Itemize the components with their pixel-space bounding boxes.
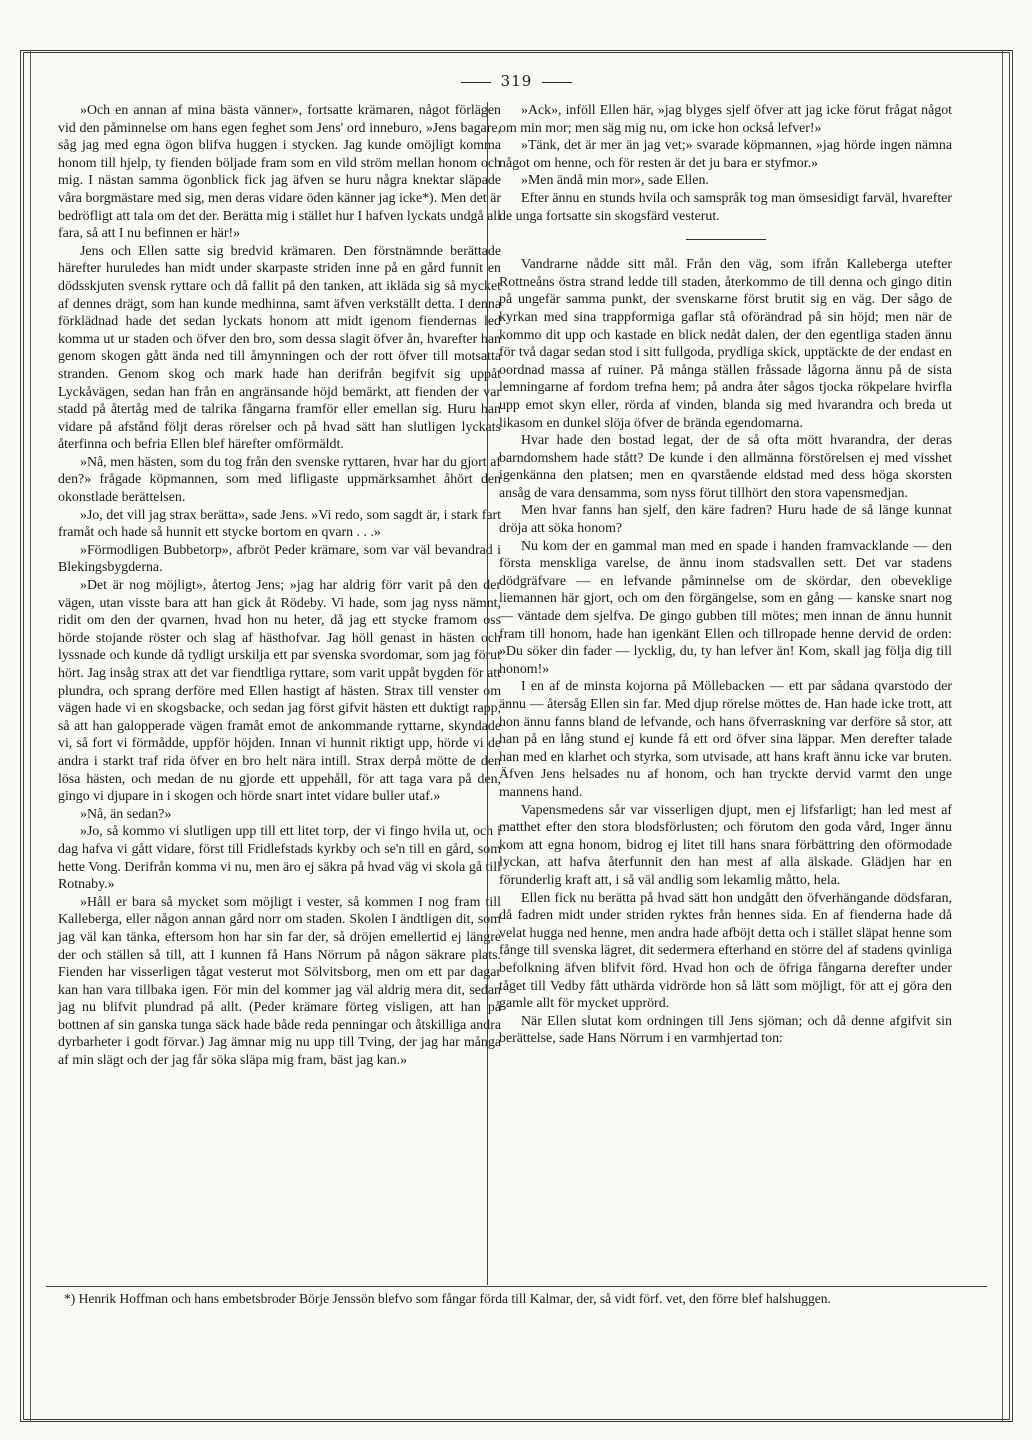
paragraph: När Ellen slutat kom ordningen till Jens sjöman; och då denne afgifvit sin berättelse, sade Hans Nörrum i en varmhjertad ton:	[499, 1013, 952, 1047]
section-separator	[686, 239, 766, 240]
paragraph: »Ack», inföll Ellen här, »jag blyges sjelf öfver att jag icke förut frågat något om min mor; men säg mig nu, om icke hon också lefver!»	[499, 103, 952, 136]
paragraph: »Nå, men hästen, som du tog från den svenske ryttaren, hvar har du gjort af den?» frågade köpmannen, som med lifligaste uppmärksamhet åhört den okonstlade berättelsen.	[58, 454, 501, 506]
paragraph: Vapensmedens sår var visserligen djupt, men ej lifsfarligt; han led mest af matthet efter den stora blodsförlusten; och förutom den goda vård, Inger ännu kom att egna honom, bidrog ej litet till hans snara förbättring den oförmodade lyckan, att hafva återfunnit den han mest af alla älskade. Glädjen har en förunderlig kraft att, i så väl andlig som lekamlig måtto, hela.	[499, 802, 952, 888]
paragraph: »Det är nog möjligt», återtog Jens; »jag har aldrig förr varit på den der vägen, utan visste bara att han gick åt Rödeby. Vi hade, som jag nyss nämnt, ridit om den der qvarnen, hvad hon nu heter, då jag ett stycke framom oss hörde stojande röster och slag af hästhofvar. Jag höll genast in hästen och lyssnade och kunde då tydligt urskilja ett par svenska svordomar, som jag förut hört. Jag insåg strax att det var fiendtliga ryttare, som varit uppåt bygden för att plundra, och sprang derföre med Ellen hastigt af hästen. Strax till venster om vägen hade vi en skogsbacke, och sedan jag först gifvit hästen ett duktigt rapp, så att han galopperade vägen framåt emot de ankommande ryttarne, skyndade vi, så fort vi förmådde, uppför höjden. Innan vi hunnit riktigt upp, hörde vi de andra i starkt traf rida öfver en bro helt nära intill. Strax derpå mötte de den lösa hästen, och medan de nu gjorde ett uppehåll, för att taga vara på den, gingo vi djupare in i skogen och hörde snart intet vidare buller utaf.»	[58, 578, 501, 805]
paragraph: Ellen fick nu berätta på hvad sätt hon undgått den öfverhängande dödsfaran, då fadren midt under striden ryktes från hennes sida. En af fienderna hade då velat hugga ned henne, men andra hade afböjt detta och i stället släpat henne som fånge till svenska lägret, dit sedermera efterhand en större del af stadens qvinliga befolkning äfven blifvit förd. Hvad hon och de öfriga fångarna derefter under tåget till Vedby fått uthärda vidrörde hon så lätt som möjligt, för att ej göra den gamle allt för mycket upprörd.	[499, 890, 952, 1012]
left-column	[58, 102, 501, 1070]
paragraph: Jens och Ellen satte sig bredvid krämaren. Den förstnämnde berättade härefter huruledes han midt under skarpaste striden inne på en gård funnit en dödsskjuten svensk ryttare och då fallit på den tanken, att ikläda sig så mycket af dennes drägt, som han kunde medhinna, samt äfven verkställt detta. I denna förklädnad hade det sedan lyckats honom att midt igenom fiendernas led komma ut ur staden och öfver den bro, som dessa slagit öfver ån, hvarefter han genom skogen gått ända ned till åmynningen och der rott öfver till motsatta stranden. Genom skog och mark hade han derifrån begifvit sig uppåt Lyckåvägen, sedan han från en angränsande höjd bemärkt, att fienden der var stadd på återtåg med de talrika fångarna framför eller emellan sig. Huru han vidare på afstånd följt deras rörelser och på hvad sätt han slutligen lyckats återfinna och befria Ellen blef härefter omförmäldt.	[58, 243, 501, 453]
footnote-rule	[46, 1286, 987, 1287]
paragraph: »Tänk, det är mer än jag vet;» svarade köpmannen, »jag hörde ingen nämna något om henne, och för resten är det ju bara er styfmor.»	[499, 138, 952, 171]
footnote: *) Henrik Hoffman och hans embetsbroder Börje Jenssön blefvo som fångar förda till Kalmar, der, så vidt förf. vet, den förre blef halshuggen.	[64, 1291, 831, 1306]
paragraph: »Nå, än sedan?»	[80, 806, 172, 822]
paragraph: »Jo, så kommo vi slutligen upp till ett litet torp, der vi fingo hvila ut, och i dag hafva vi gått vidare, först till Fridlefstads kyrkby och se'n till en gård, som hette Vong. Derifrån komma vi nu, men äro ej säkra på hvad väg vi skola gå till Rotnaby.»	[58, 824, 501, 893]
paragraph: Hvar hade den bostad legat, der de så ofta mött hvarandra, der deras barndomshem hade stått? De kunde i den allmänna förstörelsen ej med visshet igenkänna den platsen; men en qvarstående eldstad med dess höga skorsten ansåg de vara densamma, som nyss förut tillhört den stora vapensmedjan.	[499, 433, 952, 501]
paragraph: »Förmodligen Bubbetorp», afbröt Peder krämare, som var väl bevandrad i Blekingsbygderna.	[58, 542, 501, 576]
right-column	[499, 102, 952, 1048]
paragraph: Efter ännu en stunds hvila och samspråk tog man ömsesidigt farväl, hvarefter de unga fortsatte sin skogsfärd vesterut.	[499, 190, 952, 224]
column-divider	[487, 102, 488, 1285]
paragraph: Nu kom der en gammal man med en spade i handen framvacklande — den första menskliga varelse, de ännu inom stadsvallen sett. Det var stadens dödgräfvare — en lefvande påminnelse om de skördar, den obeveklige liemannen här gjort, och om den förgängelse, som en gång — kanske snart nog — väntade dem sjelfva. De gingo gubben till mötes; men innan de ännu hunnit fram till honom, hade han igenkänt Ellen och tillropade henne dervid de orden: »Du söker din fader — lycklig, du, ty han lefver än! Kom, skall jag följa dig till honom!»	[499, 538, 952, 677]
paragraph: Men hvar fanns han sjelf, den käre fadren? Huru hade de så länge kunnat dröja att söka honom?	[499, 503, 952, 537]
paragraph: »Håll er bara så mycket som möjligt i vester, så kommen I nog fram till Kalleberga, eller någon annan gård norr om staden. Skolen I ändtligen dit, som jag väl kan tänka, eftersom hon har sin far der, så dröjen emellertid ej längre der och ställen så till, att I kunnen få Hans Nörrum på någon säkrare plats. Fienden har visserligen tågat vesterut mot Sölvitsborg, men om ett par dagar kan han vara tillbaka igen. För min del kommer jag väl aldrig mera dit, sedan jag nu blifvit plundrad på allt. (Peder krämare förteg visligen, att han på bottnen af sin ganska tunga säck hade både reda penningar och åtskilliga andra dyrbarheter i godt förvar.) Jag ämnar mig nu upp till Tving, der jag har många af min slägt och der jag får söka släpa mig fram, bäst jag kan.»	[58, 894, 501, 1069]
paragraph: »Men ändå min mor», sade Ellen.	[521, 173, 709, 189]
paragraph: »Och en annan af mina bästa vänner», fortsatte krämaren, något förlägen vid den påminnelse om hans egen feghet som Jens' ord inneburo, »Jens bagare, såg jag med egna ögon blifva huggen i stycken. Jag kunde omöjligt komma honom till hjelp, ty fienden böljade fram som en vild ström mellan honom och mig. I nästan samma ögonblick fick jag äfven se huru några knektar släpade våra borgmästare med sig, men deras vidare öden känner jag icke*). Men det är bedröfligt att tala om det der. Berätta mig i stället hur I hafven lyckats undgå all fara, så att I nu befinnen er här!»	[58, 103, 501, 242]
paragraph: Vandrarne nådde sitt mål. Från den väg, som ifrån Kalleberga utefter Rottneåns östra strand ledde till staden, återkommo de till denna och gingo ditin på ungefär samma punkt, der svenskarne först brutit sig en väg. Der sågo de kyrkan med sina trappformiga gaflar stå oförändrad på sin höjd; men när de kommo dit upp och kastade en blick nedåt dalen, der den egentliga staden ännu för två dagar sedan stod i sitt fullgoda, prydliga skick, upptäckte de der endast en oordnad massa af ruiner. På många ställen fråssade lågorna ännu på de sista lemningarne af fordom trefna hem; på andra åter sågos tjocka rökpelare hvirfla upp emot skyn eller, rörda af vinden, blanda sig med hvarandra och breda ut likasom en dunkel slöja öfver de brända egendomarna.	[499, 257, 952, 431]
newspaper-page	[20, 50, 1013, 1422]
page-number: 319	[500, 72, 533, 90]
paragraph: I en af de minsta kojorna på Möllebacken — ett par sådana qvarstodo der ännu — återsåg Ellen sin far. Med djup rörelse möttes de. Han hade icke trott, att hon ännu fanns bland de lefvande, och hans öfverraskning var derföre så stor, att han på en lång stund ej kunde få ett ord öfver sina läppar. Men derefter talade han med en klarhet och styrka, som utvisade, att hans kraft ännu icke var bruten. Äfven Jens helsades nu af honom, och han tryckte dervid varmt den unge mannens hand.	[499, 679, 952, 800]
paragraph: »Jo, det vill jag strax berätta», sade Jens. »Vi redo, som sagdt är, i stark fart framåt och hade så hunnit ett stycke bortom en qvarn . . .»	[58, 507, 501, 541]
page-number-header	[20, 72, 1013, 90]
